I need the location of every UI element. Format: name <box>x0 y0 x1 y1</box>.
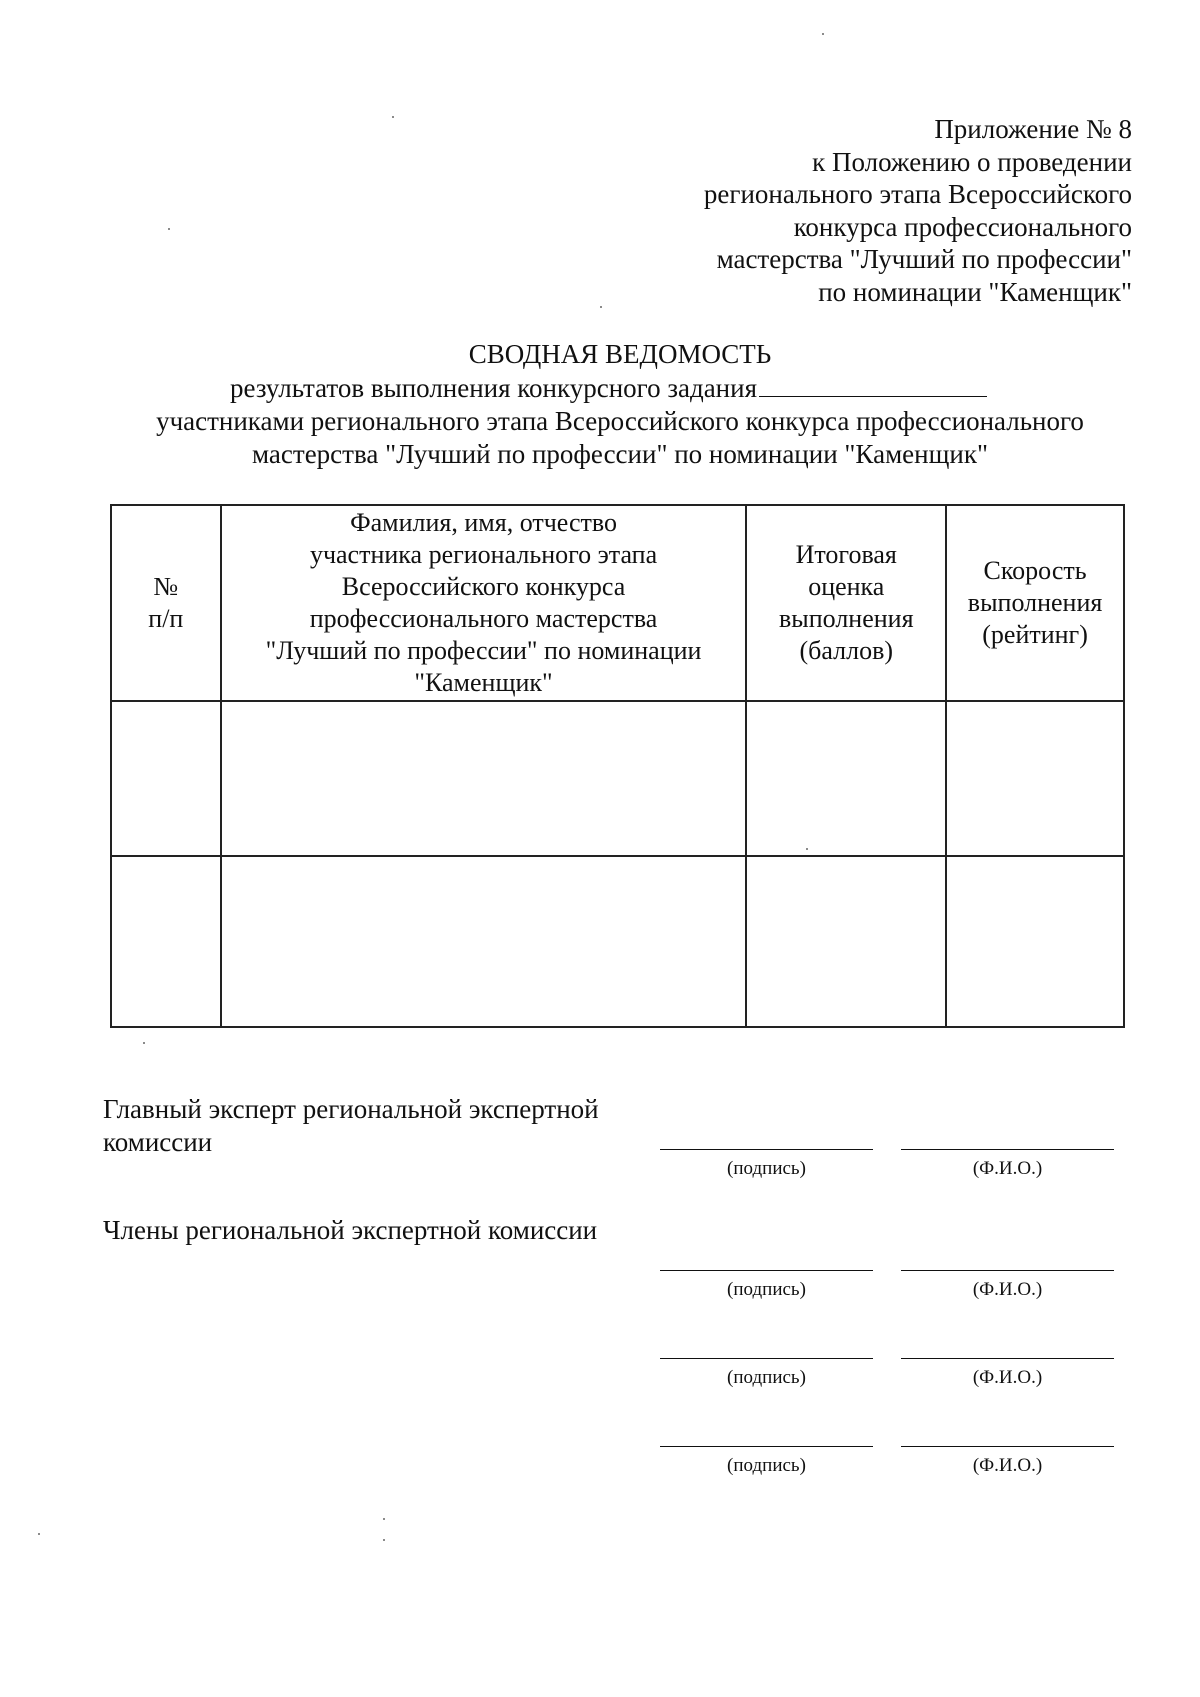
fio-caption: (Ф.И.О.) <box>972 1367 1043 1388</box>
chief-expert-label-text: Главный эксперт региональной экспертной <box>103 1094 599 1124</box>
signature-caption: (подпись) <box>727 1455 806 1476</box>
header-name-text: Всероссийского конкурса <box>341 572 626 601</box>
header-number-text: № <box>153 572 179 601</box>
header-score-text: выполнения <box>779 604 914 633</box>
title-subline: мастерства "Лучший по профессии" по номинации "Каменщик" <box>252 439 988 469</box>
fio-caption: (Ф.И.О.) <box>972 1279 1043 1300</box>
header-name-text: участника регионального этапа <box>309 540 658 569</box>
cell-speed[interactable] <box>946 856 1124 1027</box>
header-name-text: профессионального мастерства <box>309 604 658 633</box>
scan-speck <box>168 228 170 230</box>
cell-number[interactable] <box>111 856 221 1027</box>
chief-expert-label-text: комиссии <box>103 1127 213 1157</box>
header-speed-text: (рейтинг) <box>982 620 1088 649</box>
header-score <box>746 505 946 701</box>
header-score-text: Итоговая <box>795 540 897 569</box>
cell-name[interactable] <box>221 701 747 856</box>
appendix-block <box>704 113 1132 308</box>
fio-line[interactable] <box>901 1446 1114 1447</box>
fio-line[interactable] <box>901 1358 1114 1359</box>
fio-caption: (Ф.И.О.) <box>972 1158 1043 1179</box>
header-name-text: "Лучший по профессии" по номинации <box>265 636 702 665</box>
cell-name[interactable] <box>221 856 747 1027</box>
cell-score[interactable] <box>746 856 946 1027</box>
header-name-text: "Каменщик" <box>414 668 553 697</box>
scan-speck <box>392 116 394 118</box>
signature-caption: (подпись) <box>727 1367 806 1388</box>
header-speed-text: выполнения <box>967 588 1103 617</box>
header-name <box>221 505 747 701</box>
appendix-line: к Положению о проведении <box>812 146 1132 177</box>
signature-line[interactable] <box>660 1270 873 1271</box>
table-header-row <box>111 505 1124 701</box>
title-subline-text: результатов выполнения конкурсного задания <box>230 373 758 403</box>
signature-caption: (подпись) <box>727 1158 806 1179</box>
table-row <box>111 701 1124 856</box>
fio-line[interactable] <box>901 1149 1114 1150</box>
members-label: Члены региональной экспертной комиссии <box>103 1215 598 1245</box>
signature-line[interactable] <box>660 1149 873 1150</box>
signature-caption: (подпись) <box>727 1279 806 1300</box>
signature-line[interactable] <box>660 1358 873 1359</box>
scan-speck <box>38 1533 40 1535</box>
header-number-text: п/п <box>148 604 184 633</box>
appendix-line: Приложение № 8 <box>934 114 1132 144</box>
appendix-line: конкурса профессионального <box>793 211 1132 242</box>
title-subline <box>230 372 987 404</box>
appendix-line: по номинации "Каменщик" <box>818 276 1132 307</box>
appendix-line: мастерства "Лучший по профессии" <box>716 244 1132 274</box>
scan-speck <box>822 33 824 35</box>
document-title: СВОДНАЯ ВЕДОМОСТЬ <box>468 339 772 369</box>
header-score-text: оценка <box>808 572 885 601</box>
header-speed <box>946 505 1124 701</box>
scan-speck <box>806 848 808 850</box>
fio-line[interactable] <box>901 1270 1114 1271</box>
header-name-text: Фамилия, имя, отчество <box>350 508 617 537</box>
signature-line[interactable] <box>660 1446 873 1447</box>
header-score-text: (баллов) <box>799 636 894 665</box>
fio-caption: (Ф.И.О.) <box>972 1455 1043 1476</box>
appendix-line: регионального этапа Всероссийского <box>703 179 1132 209</box>
scan-speck <box>383 1518 385 1520</box>
title-subline: участниками регионального этапа Всероссийского конкурса профессионального <box>156 406 1084 436</box>
scan-speck <box>600 306 602 308</box>
table-row <box>111 856 1124 1027</box>
scan-speck <box>383 1539 385 1541</box>
scan-speck <box>143 1042 145 1044</box>
cell-number[interactable] <box>111 701 221 856</box>
cell-speed[interactable] <box>946 701 1124 856</box>
cell-score[interactable] <box>746 701 946 856</box>
summary-table <box>110 504 1125 1028</box>
task-blank-field[interactable] <box>759 372 987 397</box>
header-speed-text: Скорость <box>983 556 1087 585</box>
chief-expert-label <box>103 1093 599 1159</box>
header-number <box>111 505 221 701</box>
